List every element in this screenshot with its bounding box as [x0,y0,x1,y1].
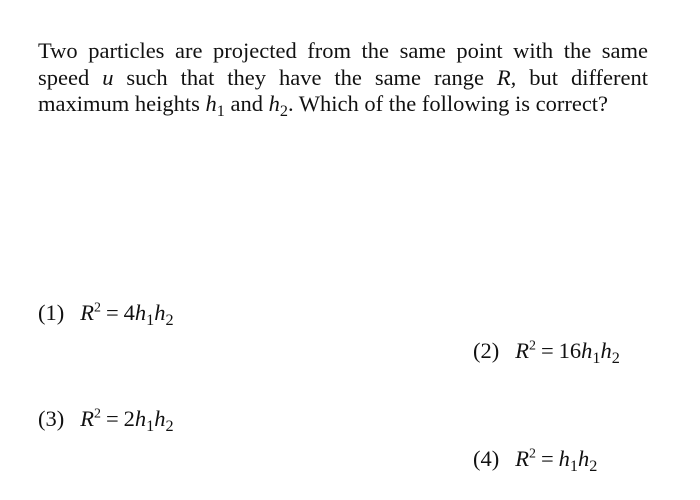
question-text [38,38,648,118]
exponent: 2 [94,406,101,422]
subscript-2: 2 [165,416,174,435]
var-h2: h [578,446,590,471]
var-R: R [515,446,529,471]
var-h2: h [154,300,166,325]
question-line-2 [38,65,648,92]
question-text-max-heights: maximum heights [38,91,200,116]
question-word-and: and [230,91,263,116]
exponent: 2 [529,446,536,462]
var-h1: h [581,338,593,363]
var-h1: h [134,406,147,431]
option-1[interactable] [38,300,174,329]
var-h2: h [268,91,280,116]
equals-sign: = [105,300,119,325]
option-number: (3) [38,406,65,431]
var-h2-subscript: 2 [279,101,288,120]
var-R: R, [496,64,517,90]
option-3[interactable] [38,406,174,435]
var-u: u [102,64,114,90]
question-line-3 [38,91,648,118]
equals-sign: = [540,446,554,471]
subscript-2: 2 [165,310,174,329]
var-h1: h [558,446,570,471]
option-number: (1) [38,300,65,325]
var-R: R [80,406,94,431]
var-h1: h [205,91,217,116]
subscript-2: 2 [611,348,620,367]
question-word-speed: speed [38,64,90,90]
coefficient: 16 [558,338,582,363]
option-number: (2) [473,338,500,363]
subscript-2: 2 [589,456,598,475]
subscript-1: 1 [146,310,155,329]
coefficient: 4 [123,300,135,325]
option-2[interactable] [473,338,620,367]
var-h2: h [154,406,166,431]
question-text-which-correct: . Which of the following is correct? [287,91,609,116]
question-line-1: Two particles are projected from the same point with the same [38,38,648,63]
var-h1-subscript: 1 [216,101,225,120]
question-text-same-range: such that they have the same range [126,64,484,90]
question-text-but-different: but different [529,64,648,90]
subscript-1: 1 [569,456,579,475]
coefficient: 2 [123,406,135,431]
var-h2: h [600,338,612,363]
var-R: R [80,300,94,325]
subscript-1: 1 [592,348,601,367]
equals-sign: = [105,406,119,431]
equals-sign: = [540,338,554,363]
option-number: (4) [473,446,500,471]
option-4[interactable] [473,446,598,475]
exponent: 2 [94,300,101,316]
var-h1: h [134,300,147,325]
subscript-1: 1 [146,416,155,435]
exponent: 2 [529,338,536,354]
var-R: R [515,338,529,363]
